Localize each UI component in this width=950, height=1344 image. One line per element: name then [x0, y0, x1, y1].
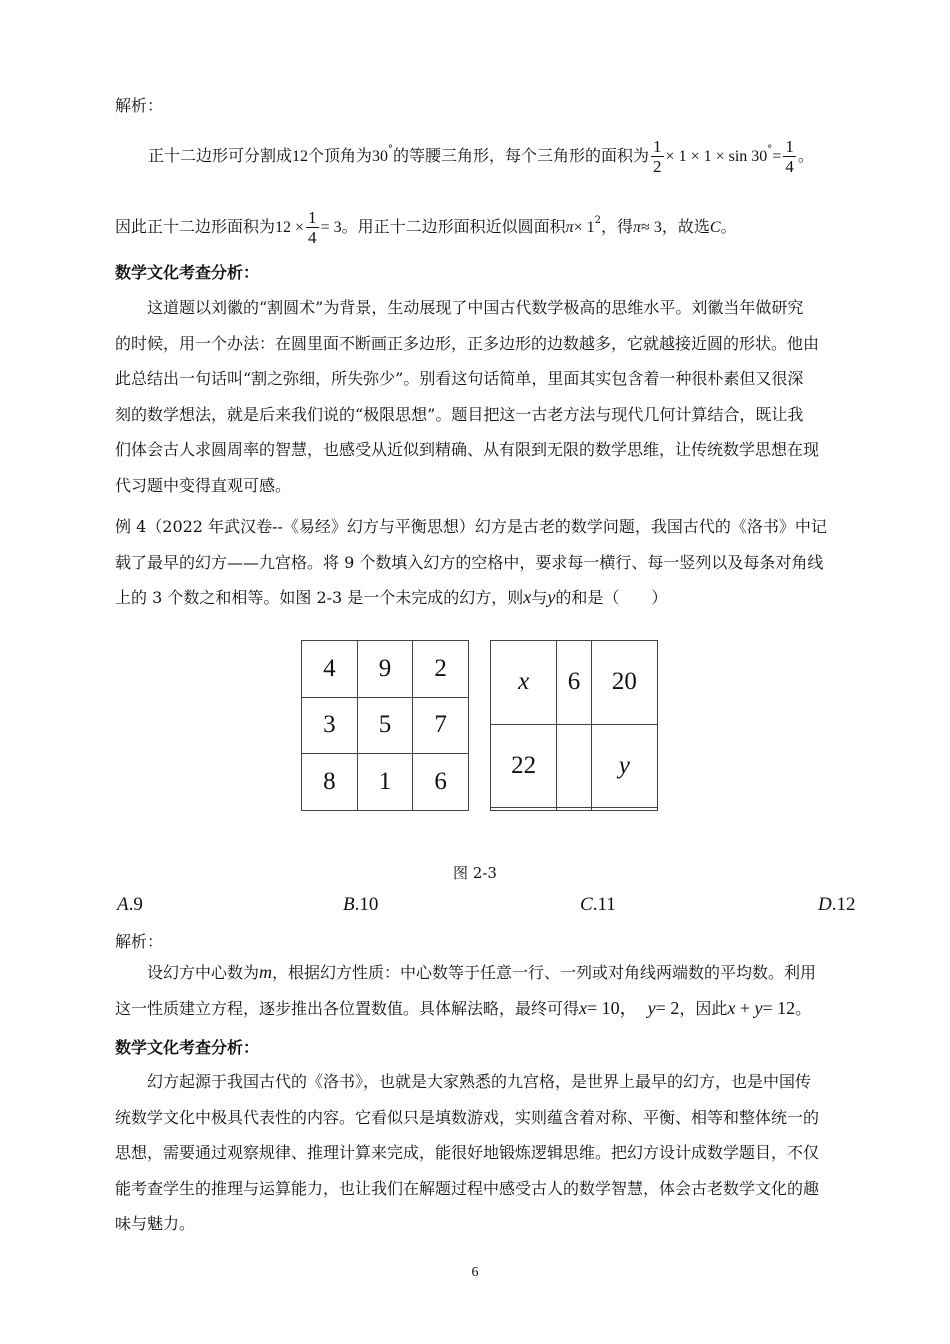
- solution-label: 解析：: [115, 932, 164, 951]
- exponent: 2: [594, 215, 602, 226]
- problem-line: 载了最早的幻方——九宫格。将 9 个数填入幻方的空格中，要求每一横行、每一竖列以及每条对角线: [115, 552, 824, 572]
- grid-cell: [557, 808, 591, 811]
- grid-cell: 3: [302, 697, 358, 754]
- math-expression: = 12: [762, 997, 796, 1018]
- grid-cell: [491, 808, 557, 811]
- option-value: .12: [831, 894, 856, 915]
- text: ，根据幻方性质：中心数等于任意一行、一列或对角线两端数的平均数。利用: [272, 963, 817, 982]
- option-letter: A: [117, 894, 129, 915]
- section-heading: 数学文化考查分析：: [115, 1038, 260, 1057]
- grid-cell: 20: [591, 641, 657, 725]
- paragraph-line: 能考查学生的推理与运算能力，也让我们在解题过程中感受古人的数学智慧，体会古老数学文化的趣: [115, 1178, 820, 1198]
- degree-sign: °: [767, 144, 773, 155]
- paragraph-line: 们体会古人求圆周率的智慧，也感受从近似到精确、从有限到无限的数学思维，让传统数学思想在现: [115, 440, 820, 460]
- text: 。: [795, 998, 812, 1018]
- text: 与: [531, 588, 548, 608]
- equals-sign: =: [772, 148, 782, 165]
- grid-cell: 4: [302, 641, 358, 698]
- solution-line: [115, 955, 875, 991]
- option-value: .11: [592, 894, 616, 915]
- paragraph-line: 这道题以刘徽的“割圆术”为背景，生动展现了中国古代数学极高的思维水平。刘徽当年做研究: [147, 298, 804, 317]
- math-number: 12: [292, 148, 309, 165]
- variable-x: x: [579, 997, 588, 1018]
- paragraph-line: 此总结出一句话叫“割之弥细，所失弥少”。别看这句话简单，里面其实包含着一种很朴素但又很深: [115, 369, 804, 389]
- math-expression: × 1 × 1 × sin 30: [665, 148, 768, 165]
- grid-cell: 9: [357, 641, 413, 698]
- paragraph-line: 刻的数学想法，就是后来我们说的“极限思想”。题目把这一古老方法与现代几何计算结合，既让我: [115, 404, 804, 424]
- figure-caption: 图 2-3: [453, 864, 497, 882]
- text: 上的 3 个数之和相等。如图 2-3 是一个未完成的幻方，则: [115, 588, 524, 608]
- math-expression: = 2: [655, 997, 680, 1018]
- text: 正十二边形可分割成: [148, 146, 293, 165]
- plus-sign: +: [735, 997, 755, 1018]
- grid-cell: 22: [491, 724, 557, 808]
- text: ，故选: [661, 217, 710, 236]
- grid-cell: [591, 808, 657, 811]
- solution-paragraph-2: [115, 955, 875, 1026]
- fraction: [306, 208, 319, 247]
- variable-m: m: [259, 962, 273, 982]
- solution-line-1: [148, 137, 814, 176]
- text: 个顶角为: [308, 146, 373, 165]
- culture-paragraph-2: [115, 1064, 875, 1242]
- math-number: 30: [372, 148, 389, 165]
- math-expression: × 1: [573, 219, 595, 236]
- grid-cell: x: [491, 641, 557, 725]
- grid-cell: 7: [413, 697, 469, 754]
- section-heading: 数学文化考查分析：: [115, 263, 260, 282]
- variable-x: x: [523, 587, 532, 608]
- variable-y: y: [647, 997, 656, 1018]
- option-c: [580, 894, 616, 916]
- text: 的等腰三角形，每个三角形的面积为: [393, 146, 650, 165]
- option-a: [117, 894, 143, 916]
- problem-line: [115, 580, 875, 616]
- option-b: [343, 894, 378, 916]
- example-problem: [115, 509, 875, 616]
- math-expression: = 3: [320, 219, 342, 236]
- numerator: 1: [653, 137, 662, 156]
- paragraph-line: 的时候，用一个办法：在圆里面不断画正多边形，正多边形的边数越多，它就越接近圆的形状。他由: [115, 333, 820, 353]
- text: 这一性质建立方程，逐步推出各位置数值。具体解法略，最终可得: [115, 998, 580, 1018]
- math-expression: 12 ×: [275, 219, 305, 236]
- variable-y: y: [754, 997, 763, 1018]
- math-expression: ≈ 3: [641, 219, 662, 236]
- grid-cell: 5: [357, 697, 413, 754]
- text: 。用正十二边形面积近似圆面积: [341, 217, 566, 236]
- problem-line: 例 4（2022 年武汉卷--《易经》幻方与平衡思想）幻方是古老的数学问题，我国古代的《洛书》中记: [115, 517, 827, 536]
- numerator: 1: [308, 208, 317, 227]
- grid-cell: 2: [413, 641, 469, 698]
- denominator: 4: [308, 228, 317, 247]
- paragraph-line: 代习题中变得直观可感。: [115, 475, 292, 495]
- denominator: 2: [653, 157, 662, 176]
- option-letter: B: [343, 894, 355, 915]
- grid-cell: [557, 724, 591, 808]
- grid-cell: 8: [302, 754, 358, 811]
- text: 。: [797, 146, 814, 165]
- variable-x: x: [727, 997, 736, 1018]
- variable-y: y: [547, 587, 556, 608]
- option-letter: D: [818, 894, 832, 915]
- math-expression: = 10，: [587, 997, 638, 1018]
- option-letter: C: [580, 894, 593, 915]
- grid-cell: 6: [413, 754, 469, 811]
- text: 的和是（ ）: [555, 588, 668, 608]
- text: 设幻方中心数为: [147, 963, 260, 982]
- option-value: .10: [354, 894, 379, 915]
- text: ，因此: [679, 998, 728, 1018]
- text: 因此正十二边形面积为: [115, 217, 276, 236]
- paragraph-line: 幻方起源于我国古代的《洛书》，也就是大家熟悉的九宫格，是世界上最早的幻方，也是中国传: [147, 1072, 812, 1091]
- grid-cell: 6: [557, 641, 591, 725]
- fraction: [651, 137, 664, 176]
- grid-cell: y: [591, 724, 657, 808]
- paragraph-line: 思想，需要通过观察规律、推理计算来完成，能很好地锻炼逻辑思维。把幻方设计成数学题目，不仅: [115, 1143, 820, 1163]
- culture-paragraph-1: [115, 290, 875, 504]
- numerator: 1: [785, 137, 794, 156]
- text: 。: [720, 217, 737, 236]
- solution-line: [115, 991, 875, 1027]
- degree-sign: °: [388, 144, 394, 155]
- option-d: [818, 894, 855, 916]
- magic-square-incomplete: [490, 640, 658, 811]
- option-value: .9: [128, 894, 143, 915]
- denominator: 4: [785, 157, 794, 176]
- pi-symbol: π: [565, 219, 574, 236]
- grid-cell: 1: [357, 754, 413, 811]
- paragraph-line: 统数学文化中极具代表性的内容。它看似只是填数游戏，实则蕴含着对称、平衡、相等和整体统一的: [115, 1107, 820, 1127]
- text: ，得: [601, 217, 634, 236]
- solution-label: 解析：: [115, 96, 164, 115]
- fraction: [783, 137, 796, 176]
- solution-line-2: [115, 208, 737, 247]
- page-number: 6: [471, 1265, 479, 1280]
- magic-square-complete: [301, 640, 469, 811]
- paragraph-line: 味与魅力。: [115, 1214, 196, 1234]
- answer-choice: C: [709, 219, 721, 236]
- pi-symbol: π: [633, 219, 642, 236]
